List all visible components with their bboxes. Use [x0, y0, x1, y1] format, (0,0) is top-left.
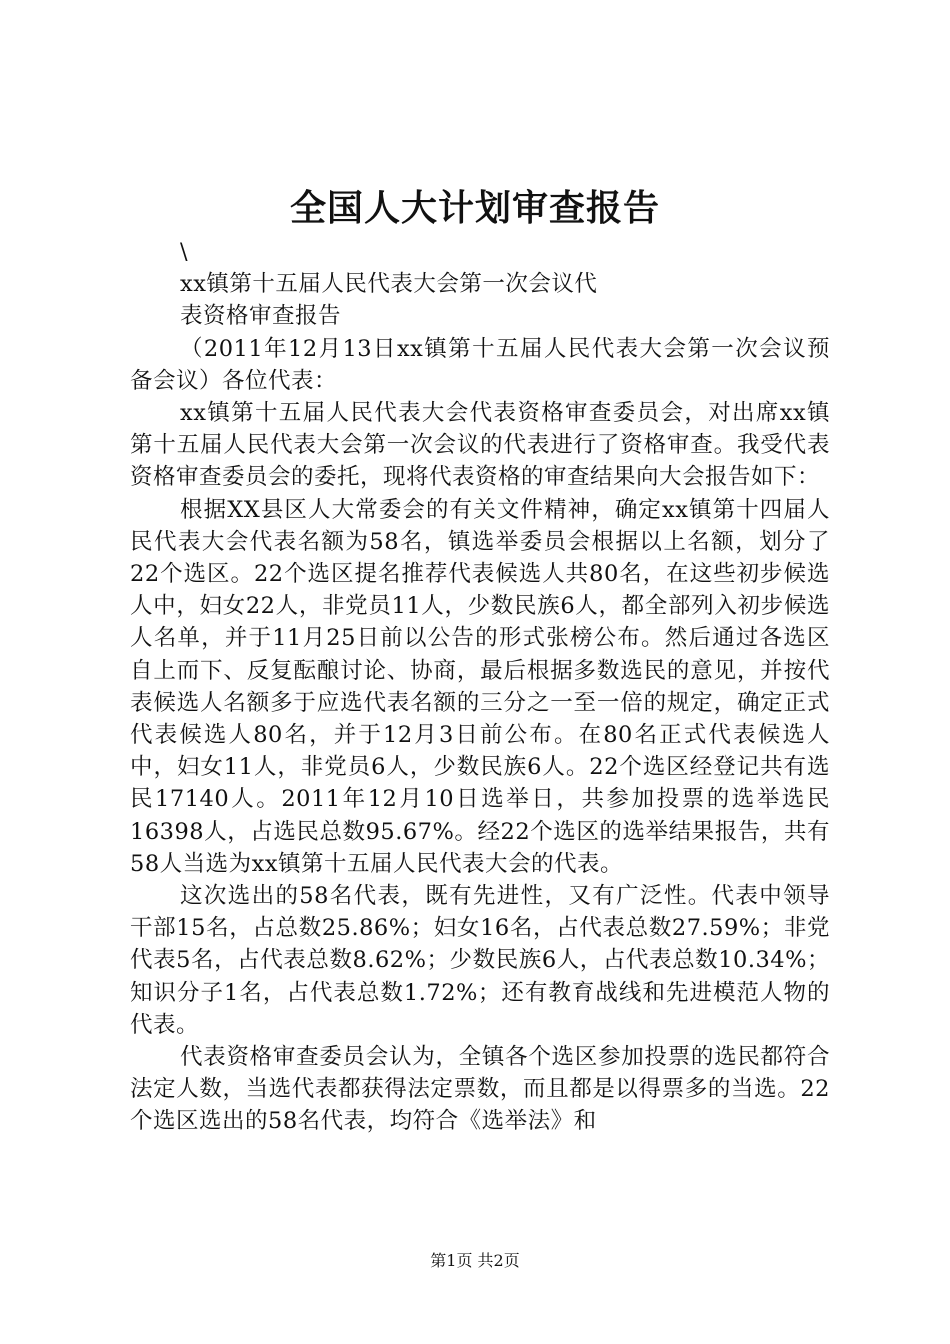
- document-title: 全国人大计划审查报告: [289, 188, 660, 229]
- paragraph-committee-conclusion: 代表资格审查委员会认为，全镇各个选区参加投票的选民都符合法定人数，当选代表都获得法定票数，而且都是以得票多的当选。22个选区选出的58名代表，均符合《选举法》和: [130, 1044, 830, 1135]
- paragraph-heading-line-1: xx镇第十五届人民代表大会第一次会议代: [180, 271, 598, 298]
- paragraph-meeting-note: （2011年12月13日xx镇第十五届人民代表大会第一次会议预备会议）各位代表：: [130, 335, 830, 394]
- paragraph-election-process: 根据XX县区人大常委会的有关文件精神，确定xx镇第十四届人民代表大会代表名额为58名，镇选举委员会根据以上名额，划分了22个选区。22个选区提名推荐代表候选人共80名，在这些初步候选人中，妇女22人，非党员11人，少数民族6人，都全部列入初步候选人名单，并于11月25日前以公告的形式张榜公布。然后通过各选区自上而下、反复酝酿讨论、协商，最后根据多数选民的意见，并按代表候选人名额多于应选代表名额的三分之一至一倍的规定，确定正式代表候选人80名，并于12月3日前公布。在80名正式代表候选人中，妇女11人，非党员6人，少数民族6人。22个选区经登记共有选民17140人。2011年12月10日选举日，共参加投票的选举选民16398人，占选民总数95.67%。经22个选区的选举结果报告，共有58人当选为xx镇第十五届人民代表大会的代表。: [130, 496, 830, 877]
- page-number-footer: 第1页 共2页: [430, 1251, 520, 1270]
- paragraph-intro: xx镇第十五届人民代表大会代表资格审查委员会，对出席xx镇第十五届人民代表大会第一次会议的代表进行了资格审查。我受代表资格审查委员会的委托，现将代表资格的审查结果向大会报告如下：: [130, 400, 830, 491]
- paragraph-representative-composition: 这次选出的58名代表，既有先进性，又有广泛性。代表中领导干部15名，占总数25.86%；妇女16名，占代表总数27.59%；非党代表5名，占代表总数8.62%；少数民族6人，占代表总数10.34%；知识分子1名，占代表总数1.72%；还有教育战线和先进模范人物的代表。: [130, 883, 830, 1038]
- paragraph-heading-line-2: 表资格审查报告: [180, 303, 342, 330]
- paragraph-backslash: \: [180, 239, 189, 265]
- document-body: [130, 236, 830, 1138]
